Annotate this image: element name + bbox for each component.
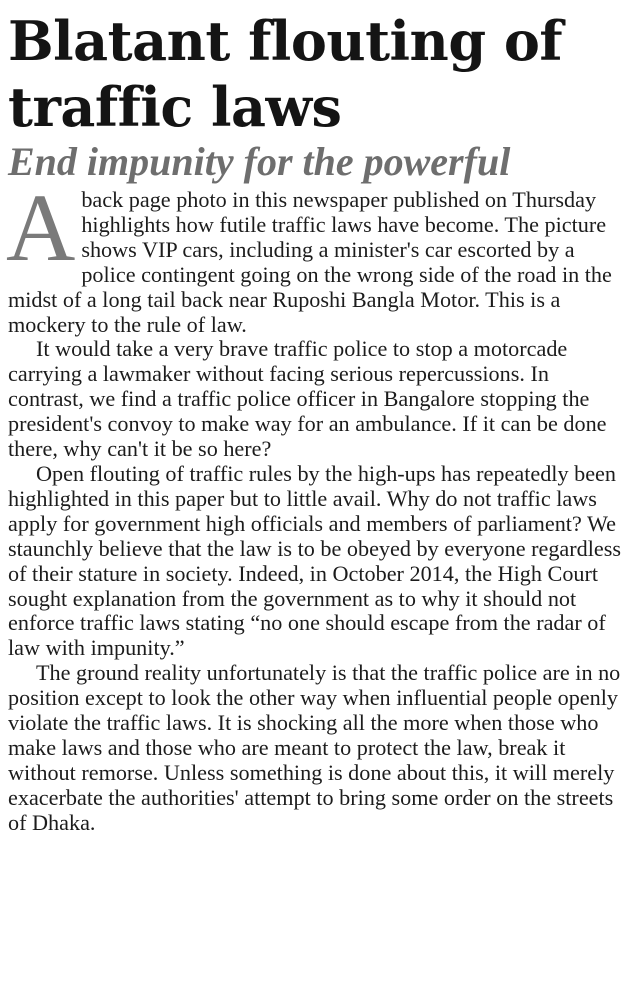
article-body [6, 174, 630, 836]
editorial-article [8, 8, 630, 836]
paragraph-4: The ground reality unfortunately is that the traffic police are in no position except to look the other way when influential people openly violate the traffic laws. It is shocking all the more when those who make laws and those who are meant to protect the law, break it without remorse. Unless something is done about this, it will merely exacerbate the authorities' attempt to bring some order on the streets of Dhaka. [8, 660, 621, 835]
paragraph-3: Open flouting of traffic rules by the high-ups has repeatedly been highlighted in this paper but to little avail. Why do not traffic laws apply for government high officials and members of parliament? We staunchly believe that the law is to be obeyed by everyone regardless of their stature in society. Indeed, in October 2014, the High Court sought explanation from the government as to why it should not enforce traffic laws stating “no one should escape from the radar of law with impunity.” [8, 460, 622, 661]
subheadline: End impunity for the powerful [8, 139, 511, 184]
paragraph-1 [6, 174, 630, 337]
drop-cap: A [6, 174, 76, 281]
paragraph-2: It would take a very brave traffic police to stop a motorcade carrying a lawmaker without facing serious repercussions. In contrast, we find a traffic police officer in Bangalore stopping the president's convoy to make way for an ambulance. If it can be done there, why can't it be so here? [8, 336, 607, 462]
headline: Blatant flouting of traffic laws [8, 9, 563, 139]
paragraph-1-text: back page photo in this newspaper published on Thursday highlights how futile traffic laws have become. The picture shows VIP cars, including a minister's car escorted by a police contingent going on the wrong side of the road in the midst of a long tail back near Ruposhi Bangla Motor. This is a mockery to the rule of law. [8, 187, 612, 337]
